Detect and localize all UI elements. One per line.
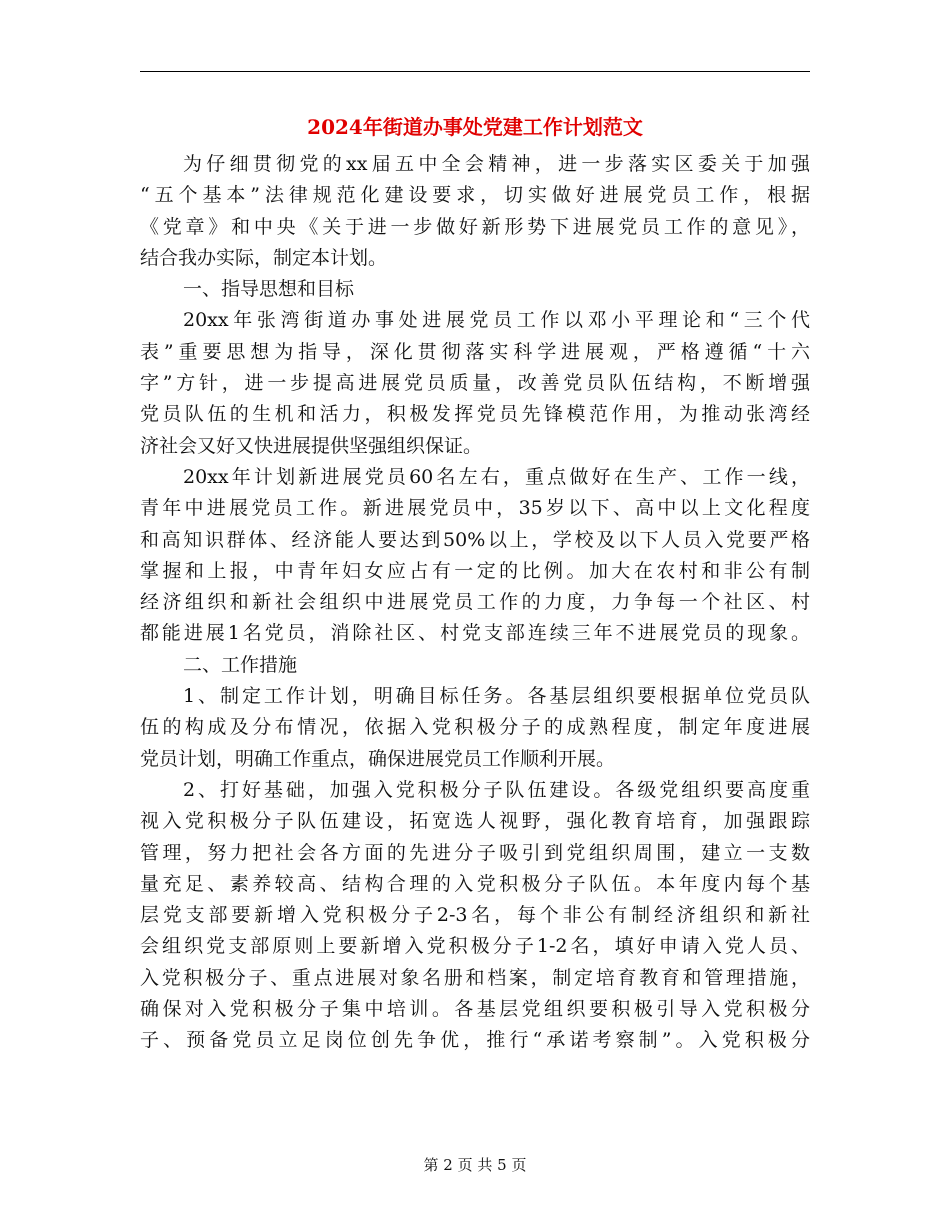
body-line: 济社会又好又快进展提供坚强组织保证。 — [140, 434, 483, 457]
header-rule — [140, 71, 810, 72]
body-line: 2、打好基础，加强入党积极分子队伍建设。各级党组织要高度重 — [183, 778, 810, 801]
body-line: “五个基本”法律规范化建设要求，切实做好进展党员工作，根据 — [140, 184, 810, 207]
body-line: 结合我办实际，制定本计划。 — [140, 246, 388, 269]
body-line: 和高知识群体、经济能人要达到50%以上，学校及以下人员入党要严格 — [140, 528, 810, 551]
body-line: 党员计划，明确工作重点，确保进展党员工作顺利开展。 — [140, 747, 616, 770]
body-line: 20xx年计划新进展党员60名左右，重点做好在生产、工作一线， — [183, 465, 810, 488]
body-line: 《党章》和中央《关于进一步做好新形势下进展党员工作的意见》， — [140, 215, 810, 238]
page-number: 第 2 页 共 5 页 — [423, 1156, 527, 1174]
body-line: 量充足、素养较高、结构合理的入党积极分子队伍。本年度内每个基 — [140, 872, 810, 895]
document-body — [140, 149, 810, 1057]
body-line: 字”方针，进一步提高进展党员质量，改善党员队伍结构，不断增强 — [140, 372, 810, 395]
body-line: 层党支部要新增入党积极分子2-3名，每个非公有制经济组织和新社 — [140, 904, 810, 927]
body-line: 入党积极分子、重点进展对象名册和档案，制定培育教育和管理措施， — [140, 966, 810, 989]
document-title: 2024年街道办事处党建工作计划范文 — [307, 115, 643, 139]
section-heading: 二、工作措施 — [183, 653, 298, 676]
body-line: 20xx年张湾街道办事处进展党员工作以邓小平理论和“三个代 — [183, 309, 810, 332]
body-line: 掌握和上报，中青年妇女应占有一定的比例。加大在农村和非公有制 — [140, 559, 810, 582]
body-line: 会组织党支部原则上要新增入党积极分子1-2名，填好申请入党人员、 — [140, 935, 810, 958]
body-line: 都能进展1名党员，消除社区、村党支部连续三年不进展党员的现象。 — [140, 622, 810, 645]
section-heading: 一、指导思想和目标 — [183, 278, 355, 301]
body-line: 1、制定工作计划，明确目标任务。各基层组织要根据单位党员队 — [183, 685, 810, 708]
body-line: 为仔细贯彻党的xx届五中全会精神，进一步落实区委关于加强 — [183, 153, 810, 175]
body-line: 党员队伍的生机和活力，积极发挥党员先锋模范作用，为推动张湾经 — [140, 403, 810, 426]
body-line: 青年中进展党员工作。新进展党员中，35岁以下、高中以上文化程度 — [140, 497, 810, 520]
body-line: 确保对入党积极分子集中培训。各基层党组织要积极引导入党积极分 — [140, 998, 810, 1021]
body-line: 管理，努力把社会各方面的先进分子吸引到党组织周围，建立一支数 — [140, 841, 810, 864]
body-line: 表”重要思想为指导，深化贯彻落实科学进展观，严格遵循“十六 — [140, 340, 810, 363]
body-line: 视入党积极分子队伍建设，拓宽选人视野，强化教育培育，加强跟踪 — [140, 810, 810, 833]
body-line: 经济组织和新社会组织中进展党员工作的力度，力争每一个社区、村 — [140, 591, 810, 614]
body-line: 子、预备党员立足岗位创先争优，推行“承诺考察制”。入党积极分 — [140, 1029, 810, 1052]
body-line: 伍的构成及分布情况，依据入党积极分子的成熟程度，制定年度进展 — [140, 716, 810, 739]
